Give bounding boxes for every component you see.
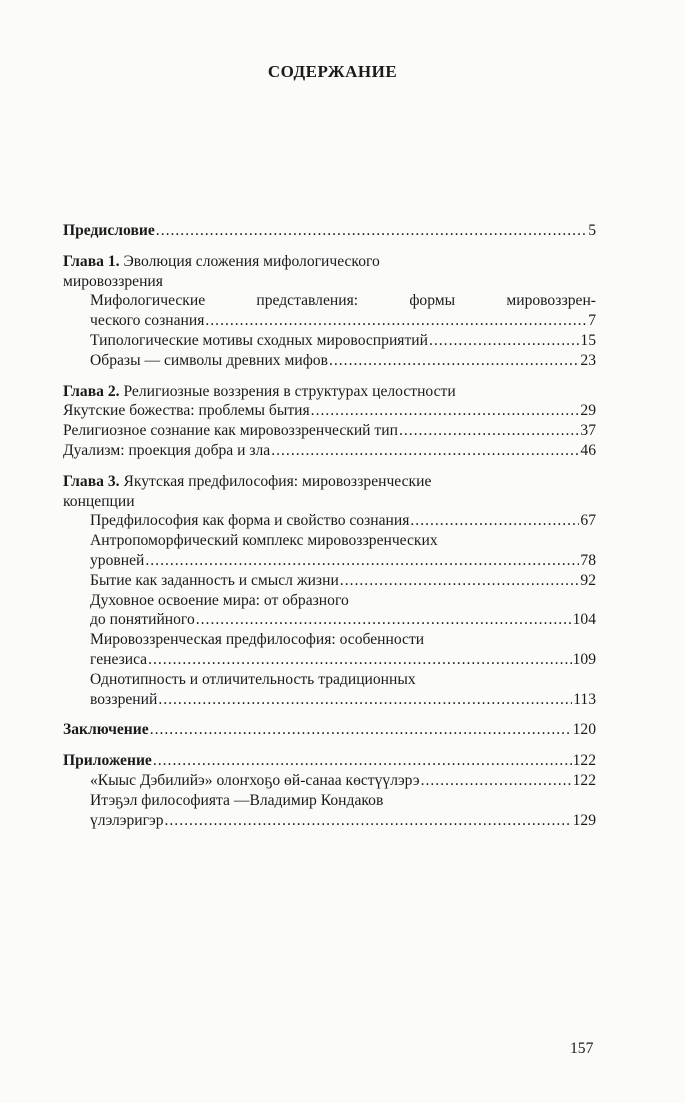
toc-label: Заключение: [63, 721, 149, 739]
toc-page: 129: [572, 811, 596, 829]
table-of-contents: [63, 221, 596, 830]
toc-title-cont: үлэлэригэр: [90, 811, 164, 829]
toc-entry[interactable]: [63, 591, 596, 631]
toc-entry[interactable]: [63, 401, 596, 421]
leader-dots: [429, 331, 579, 351]
leader-dots: [271, 441, 579, 461]
toc-title: Религиозное сознание как мировоззренческий тип: [63, 422, 398, 440]
leader-dots: [145, 551, 579, 571]
toc-entry-conclusion[interactable]: [63, 720, 596, 740]
toc-entry[interactable]: [63, 511, 596, 531]
toc-entry[interactable]: [63, 291, 596, 331]
toc-label: Предисловие: [63, 222, 155, 239]
toc-page: 7: [588, 312, 596, 330]
toc-page: 23: [580, 351, 596, 369]
leader-dots: [165, 811, 572, 831]
toc-title-cont: генезиса: [90, 650, 148, 668]
page-number: 157: [570, 1040, 594, 1057]
leader-dots: [340, 571, 580, 591]
toc-title: «Кыыс Дэбилийэ» олоҥхоҕо өй-санаа көстүүлэрэ: [90, 771, 420, 789]
toc-entry[interactable]: [63, 630, 596, 670]
toc-page: 29: [580, 402, 596, 420]
toc-page: 122: [572, 752, 596, 770]
toc-chapter-title: Якутская предфилософия: мировоззренческие: [123, 472, 432, 490]
leader-dots: [311, 401, 580, 421]
page-title: СОДЕРЖАНИЕ: [267, 62, 398, 81]
toc-title: Бытие как заданность и смысл жизни: [90, 571, 339, 589]
leader-dots: [410, 511, 579, 531]
toc-chapter-label: Глава 3.: [63, 472, 120, 490]
toc-title: Духовное освоение мира: от образного: [90, 591, 349, 609]
leader-dots: [399, 421, 579, 441]
toc-entry-chapter-3[interactable]: [63, 472, 596, 512]
toc-chapter-title: Религиозные воззрения в структурах целостности: [123, 382, 456, 400]
toc-title: Типологические мотивы сходных мировосприятий: [90, 331, 428, 349]
toc-page: 109: [572, 650, 596, 668]
toc-title: Образы — символы древних мифов: [90, 351, 328, 369]
toc-chapter-title: Эволюция сложения мифологического: [123, 252, 380, 270]
toc-page: 37: [580, 422, 596, 440]
toc-entry-preface[interactable]: [63, 221, 596, 241]
toc-page: 122: [572, 771, 596, 789]
toc-page: 46: [580, 441, 596, 459]
leader-dots: [153, 751, 572, 771]
leader-dots: [158, 690, 572, 710]
toc-entry[interactable]: [63, 331, 596, 351]
toc-title: Однотипность и отличительность традиционных: [90, 670, 416, 688]
toc-title: Мировоззренческая предфилософия: особенности: [90, 631, 425, 649]
toc-title-cont: воззрений: [90, 690, 158, 708]
toc-title: Якутские божества: проблемы бытия: [63, 402, 310, 420]
leader-dots: [421, 771, 572, 791]
leader-dots: [156, 221, 587, 241]
toc-title: Итэҕэл философията —Владимир Кондаков: [90, 791, 384, 809]
toc-entry[interactable]: [63, 421, 596, 441]
toc-entry[interactable]: [63, 670, 596, 710]
toc-page: 104: [572, 611, 596, 629]
toc-entry[interactable]: [63, 351, 596, 371]
toc-page: 15: [580, 331, 596, 349]
toc-entry[interactable]: [63, 571, 596, 591]
toc-title: Антропоморфический комплекс мировоззренческих: [90, 532, 438, 550]
toc-title-cont: ческого сознания: [90, 312, 205, 330]
toc-entry-chapter-1[interactable]: [63, 252, 596, 292]
toc-title: Дуализм: проекция добра и зла: [63, 441, 271, 459]
toc-title: Мифологические представления: формы мировоззрен-: [90, 292, 596, 310]
toc-entry-appendix[interactable]: [63, 751, 596, 771]
toc-chapter-label: Глава 1.: [63, 252, 120, 270]
toc-entry-chapter-2[interactable]: [63, 382, 596, 402]
toc-page: 113: [573, 690, 596, 708]
toc-title-cont: уровней: [90, 551, 145, 569]
leader-dots: [196, 610, 572, 630]
toc-chapter-label: Глава 2.: [63, 382, 120, 400]
toc-entry[interactable]: [63, 441, 596, 461]
toc-page: 120: [572, 721, 596, 739]
toc-chapter-title-cont: мировоззрения: [63, 272, 163, 290]
toc-page: 5: [588, 222, 596, 239]
toc-label: Приложение: [63, 752, 152, 770]
toc-entry[interactable]: [63, 531, 596, 571]
toc-page: 92: [580, 571, 596, 589]
leader-dots: [329, 351, 579, 371]
leader-dots: [148, 650, 572, 670]
toc-page: 78: [580, 551, 596, 569]
leader-dots: [150, 720, 572, 740]
toc-entry[interactable]: [63, 771, 596, 791]
toc-entry[interactable]: [63, 791, 596, 831]
toc-chapter-title-cont: концепции: [63, 492, 135, 510]
toc-page: 67: [580, 512, 596, 530]
toc-title-cont: до понятийного: [90, 611, 195, 629]
toc-title: Предфилософия как форма и свойство сознания: [90, 512, 410, 530]
leader-dots: [205, 311, 587, 331]
